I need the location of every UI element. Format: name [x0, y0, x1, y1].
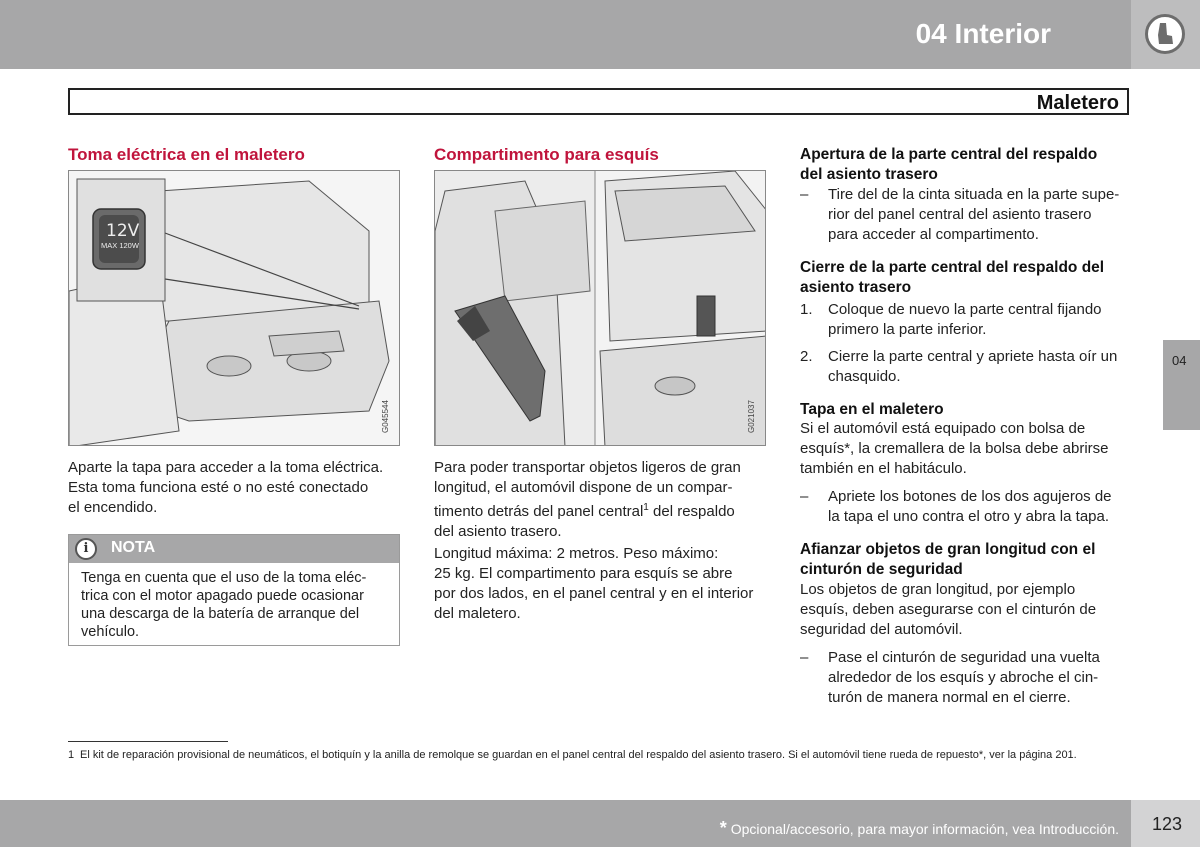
- text-line: una descarga de la batería de arranque del: [81, 606, 360, 622]
- trunk-lid-instruction: [800, 487, 1140, 527]
- text-line: Cierre la parte central y apriete hasta oír un: [828, 348, 1118, 365]
- dash-marker: –: [800, 488, 809, 505]
- closing-step-2: [800, 347, 1140, 387]
- text-line: también en el habitáculo.: [800, 460, 967, 477]
- dash-marker: –: [800, 186, 809, 203]
- side-tab-label: 04: [1172, 353, 1187, 368]
- figure-code: G021037: [747, 400, 756, 433]
- text-line: vehículo.: [81, 624, 140, 640]
- seatbelt-paragraph: [800, 580, 1096, 640]
- chapter-title: 04 Interior: [915, 18, 1051, 49]
- text-line: alrededor de los esquís y abroche el cin-: [828, 669, 1099, 686]
- power-outlet-paragraph: [68, 458, 383, 518]
- note-text: [81, 569, 391, 641]
- instruction-text: [828, 185, 1119, 245]
- text-line: chasquido.: [828, 368, 901, 385]
- heading-line: Afianzar objetos de gran longitud con el: [800, 541, 1096, 558]
- instruction-text: [828, 648, 1100, 708]
- note-title: NOTA: [111, 539, 156, 556]
- chapter-side-tab[interactable]: [1163, 340, 1200, 430]
- text-fragment: timento detrás del panel central: [434, 503, 644, 520]
- note-box: [68, 534, 400, 646]
- ski-compartment-heading: Compartimento para esquís: [434, 145, 659, 164]
- info-icon: i: [75, 538, 97, 560]
- heading-line: Apertura de la parte central del respaldo: [800, 146, 1098, 163]
- chapter-header-bar: [0, 0, 1131, 69]
- page-number: 123: [1152, 814, 1183, 834]
- text-line: esquís, deben asegurarse con el cinturón de: [800, 601, 1097, 618]
- opening-heading: [800, 145, 1097, 185]
- text-line: turón de manera normal en el cierre.: [828, 689, 1071, 706]
- instruction-text: [828, 487, 1112, 527]
- footer-bar: [0, 800, 1131, 847]
- text-line: Esta toma funciona esté o no esté conectado: [68, 479, 369, 496]
- text-line: esquís*, la cremallera de la bolsa debe abrirse: [800, 440, 1109, 457]
- text-line: seguridad del automóvil.: [800, 621, 963, 638]
- closing-step-1: [800, 300, 1140, 340]
- text-line: del asiento trasero.: [434, 523, 562, 540]
- footnote-divider: [68, 741, 228, 742]
- text-line: Coloque de nuevo la parte central fijando: [828, 301, 1102, 318]
- ski-compartment-paragraph-2: [434, 544, 753, 624]
- inset-label-max: MAX 120W: [101, 241, 139, 250]
- inset-label-12v: 12V: [106, 221, 140, 241]
- chapter-icon-box: [1131, 0, 1200, 69]
- footer-text: Opcional/accesorio, para mayor información, vea Introducción.: [730, 821, 1119, 837]
- text-line: rior del panel central del asiento trasero: [828, 206, 1092, 223]
- text-line: Para poder transportar objetos ligeros de gran: [434, 459, 741, 476]
- text-line: por dos lados, en el panel central y en el interior: [434, 585, 754, 602]
- text-line: Tire del de la cinta situada en la parte supe-: [828, 186, 1120, 203]
- step-text: [828, 300, 1102, 340]
- text-line: 25 kg. El compartimento para esquís se abre: [434, 565, 733, 582]
- heading-line: asiento trasero: [800, 279, 912, 296]
- step-number: 1.: [800, 301, 813, 318]
- text-line: Pase el cinturón de seguridad una vuelta: [828, 649, 1100, 666]
- power-outlet-heading: Toma eléctrica en el maletero: [68, 145, 305, 164]
- dash-marker: –: [800, 649, 809, 666]
- seat-icon: [1145, 14, 1185, 54]
- section-title: Maletero: [1036, 92, 1119, 114]
- page-number-box: [1131, 800, 1200, 847]
- step-number: 2.: [800, 348, 813, 365]
- footnote-text: El kit de reparación provisional de neumáticos, el botiquín y la anilla de remolque se guardan en el panel central del respaldo del asiento trasero. Si el automóvil tiene rueda de repuesto*, ver la página 201.: [80, 749, 1077, 761]
- text-line: primero la parte inferior.: [828, 321, 987, 338]
- text-line: Longitud máxima: 2 metros. Peso máximo:: [434, 545, 719, 562]
- ski-compartment-paragraph-1: [434, 458, 741, 542]
- step-text: [828, 347, 1117, 387]
- heading-line: del asiento trasero: [800, 166, 938, 183]
- ski-compartment-figure: [434, 170, 766, 446]
- closing-heading: [800, 258, 1104, 298]
- heading-line: cinturón de seguridad: [800, 561, 963, 578]
- text-line: Si el automóvil está equipado con bolsa de: [800, 420, 1086, 437]
- note-header: [69, 535, 399, 563]
- figure-code: G045544: [381, 400, 390, 433]
- section-title-bar: [68, 88, 1129, 115]
- text-fragment: del respaldo: [648, 503, 735, 520]
- seatbelt-instruction: [800, 648, 1140, 708]
- seatbelt-heading: [800, 540, 1095, 580]
- opening-instruction: [800, 185, 1140, 245]
- footnote-reference[interactable]: 1: [643, 502, 649, 513]
- text-line: Tenga en cuenta que el uso de la toma eléc-: [81, 570, 367, 586]
- text-line: Los objetos de gran longitud, por ejemplo: [800, 581, 1076, 598]
- text-line: para acceder al compartimento.: [828, 226, 1039, 243]
- footnote-mark: 1: [68, 749, 75, 761]
- text-line: del maletero.: [434, 605, 521, 622]
- footer-note: [720, 818, 1119, 839]
- text-line: longitud, el automóvil dispone de un compar-: [434, 479, 733, 496]
- text-line: el encendido.: [68, 499, 158, 516]
- trunk-lid-heading: Tapa en el maletero: [800, 401, 944, 418]
- text-line: la tapa el uno contra el otro y abra la tapa.: [828, 508, 1110, 525]
- text-line: Aparte la tapa para acceder a la toma eléctrica.: [68, 459, 384, 476]
- heading-line: Cierre de la parte central del respaldo del: [800, 259, 1105, 276]
- text-line: trica con el motor apagado puede ocasionar: [81, 588, 364, 604]
- text-line: [434, 498, 741, 522]
- text-line: Apriete los botones de los dos agujeros de: [828, 488, 1112, 505]
- asterisk-mark: *: [719, 818, 727, 838]
- trunk-power-outlet-figure: [68, 170, 400, 446]
- trunk-lid-paragraph: [800, 419, 1109, 479]
